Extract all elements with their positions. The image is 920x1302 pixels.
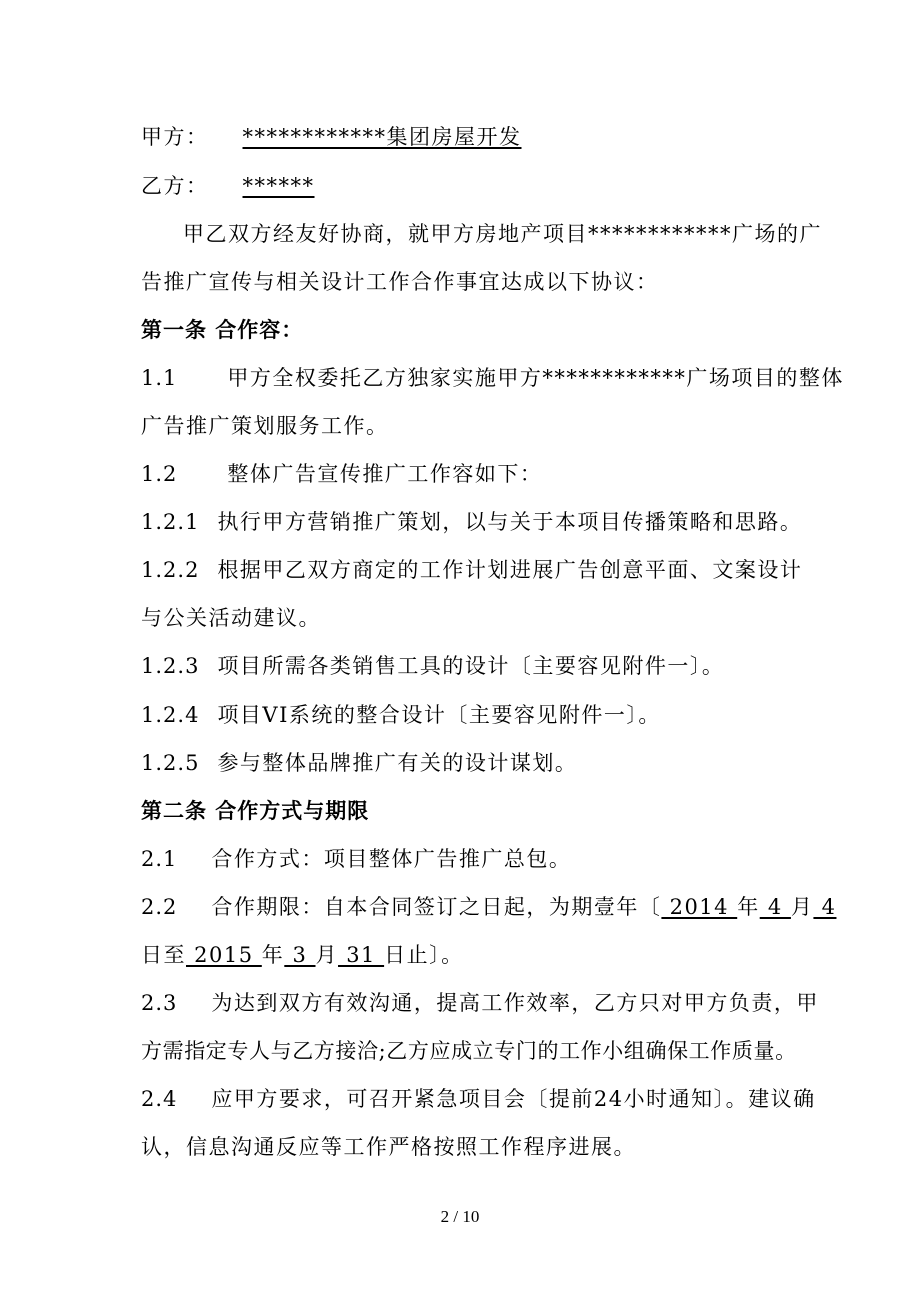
party-a-name: ************集团房屋开发	[242, 125, 522, 149]
clause-1-1-cont: 广告推广策划服务工作。	[141, 414, 389, 438]
clause-2-4	[141, 1085, 816, 1113]
party-b-name: ******	[242, 174, 315, 198]
year-unit: 年	[261, 943, 285, 967]
clause-text: 根据甲乙双方商定的工作计划进展广告创意平面、文案设计	[217, 558, 803, 582]
clause-1-2	[141, 460, 542, 488]
clause-1-2-3	[141, 652, 724, 680]
clause-1-1	[141, 364, 844, 392]
clause-1-2-1	[141, 508, 802, 536]
end-year: 2015	[186, 943, 262, 967]
clause-2-3-cont: 方需指定专人与乙方接洽;乙方应成立专门的工作小组确保工作质量。	[141, 1039, 797, 1063]
clause-number: 2.1	[141, 847, 178, 871]
clause-text: 项目VI系统的整合设计〔主要容见附件一〕。	[217, 703, 661, 727]
clause-number: 2.2	[141, 895, 178, 919]
clause-number: 1.1	[141, 366, 178, 390]
end-day: 31	[338, 943, 385, 967]
clause-number: 1.2.5	[141, 751, 200, 775]
article-1-title: 第一条 合作容：	[141, 317, 304, 342]
clause-1-2-2	[141, 556, 802, 584]
clause-number: 1.2.2	[141, 558, 200, 582]
clause-text: 执行甲方营销推广策划，以与关于本项目传播策略和思路。	[217, 510, 803, 534]
start-month: 4	[759, 895, 791, 919]
clause-text: 参与整体品牌推广有关的设计谋划。	[217, 751, 578, 775]
clause-number: 2.4	[141, 1087, 178, 1111]
clause-suffix: 日止〕。	[384, 943, 464, 967]
intro-line-2: 告推广宣传与相关设计工作合作事宜达成以下协议：	[141, 270, 659, 294]
clause-2-2-cont	[141, 941, 464, 969]
clause-text: 为达到双方有效沟通，提高工作效率，乙方只对甲方负责，甲	[211, 991, 819, 1015]
party-b-label: 乙方：	[141, 174, 209, 198]
clause-number: 1.2	[141, 462, 178, 486]
clause-1-2-4	[141, 701, 661, 729]
day-to-text: 日至	[141, 943, 186, 967]
clause-2-4-cont: 认，信息沟通反应等工作严格按照工作程序进展。	[141, 1135, 636, 1159]
start-year: 2014	[661, 895, 738, 919]
clause-number: 2.3	[141, 991, 178, 1015]
intro-line-1: 甲乙双方经友好协商，就甲方房地产项目************广场的广	[183, 222, 822, 246]
article-2-title: 第二条 合作方式与期限	[141, 798, 370, 823]
clause-text: 应甲方要求，可召开紧急项目会〔提前24小时通知〕。建议确	[211, 1087, 816, 1111]
clause-text: 合作期限：自本合同签订之日起，为期壹年〔	[211, 895, 662, 919]
party-b-line	[141, 172, 315, 200]
party-a-line	[141, 123, 522, 151]
clause-2-2	[141, 893, 836, 921]
clause-number: 1.2.3	[141, 654, 200, 678]
month-unit: 月	[315, 943, 339, 967]
year-unit: 年	[737, 895, 760, 919]
clause-2-3	[141, 989, 819, 1017]
end-month: 3	[284, 943, 316, 967]
start-day: 4	[813, 895, 837, 919]
clause-number: 1.2.1	[141, 510, 200, 534]
page-number: 2 / 10	[440, 1207, 480, 1226]
clause-text: 项目所需各类销售工具的设计〔主要容见附件一〕。	[217, 654, 725, 678]
clause-text: 合作方式：项目整体广告推广总包。	[211, 847, 572, 871]
clause-2-1	[141, 845, 571, 873]
clause-text: 甲方全权委托乙方独家实施甲方************广场项目的整体	[227, 366, 844, 390]
party-a-label: 甲方：	[141, 125, 209, 149]
clause-number: 1.2.4	[141, 703, 200, 727]
clause-1-2-5	[141, 749, 577, 777]
month-unit: 月	[790, 895, 814, 919]
clause-1-2-2-cont: 与公关活动建议。	[141, 606, 321, 630]
clause-text: 整体广告宣传推广工作容如下：	[227, 462, 543, 486]
